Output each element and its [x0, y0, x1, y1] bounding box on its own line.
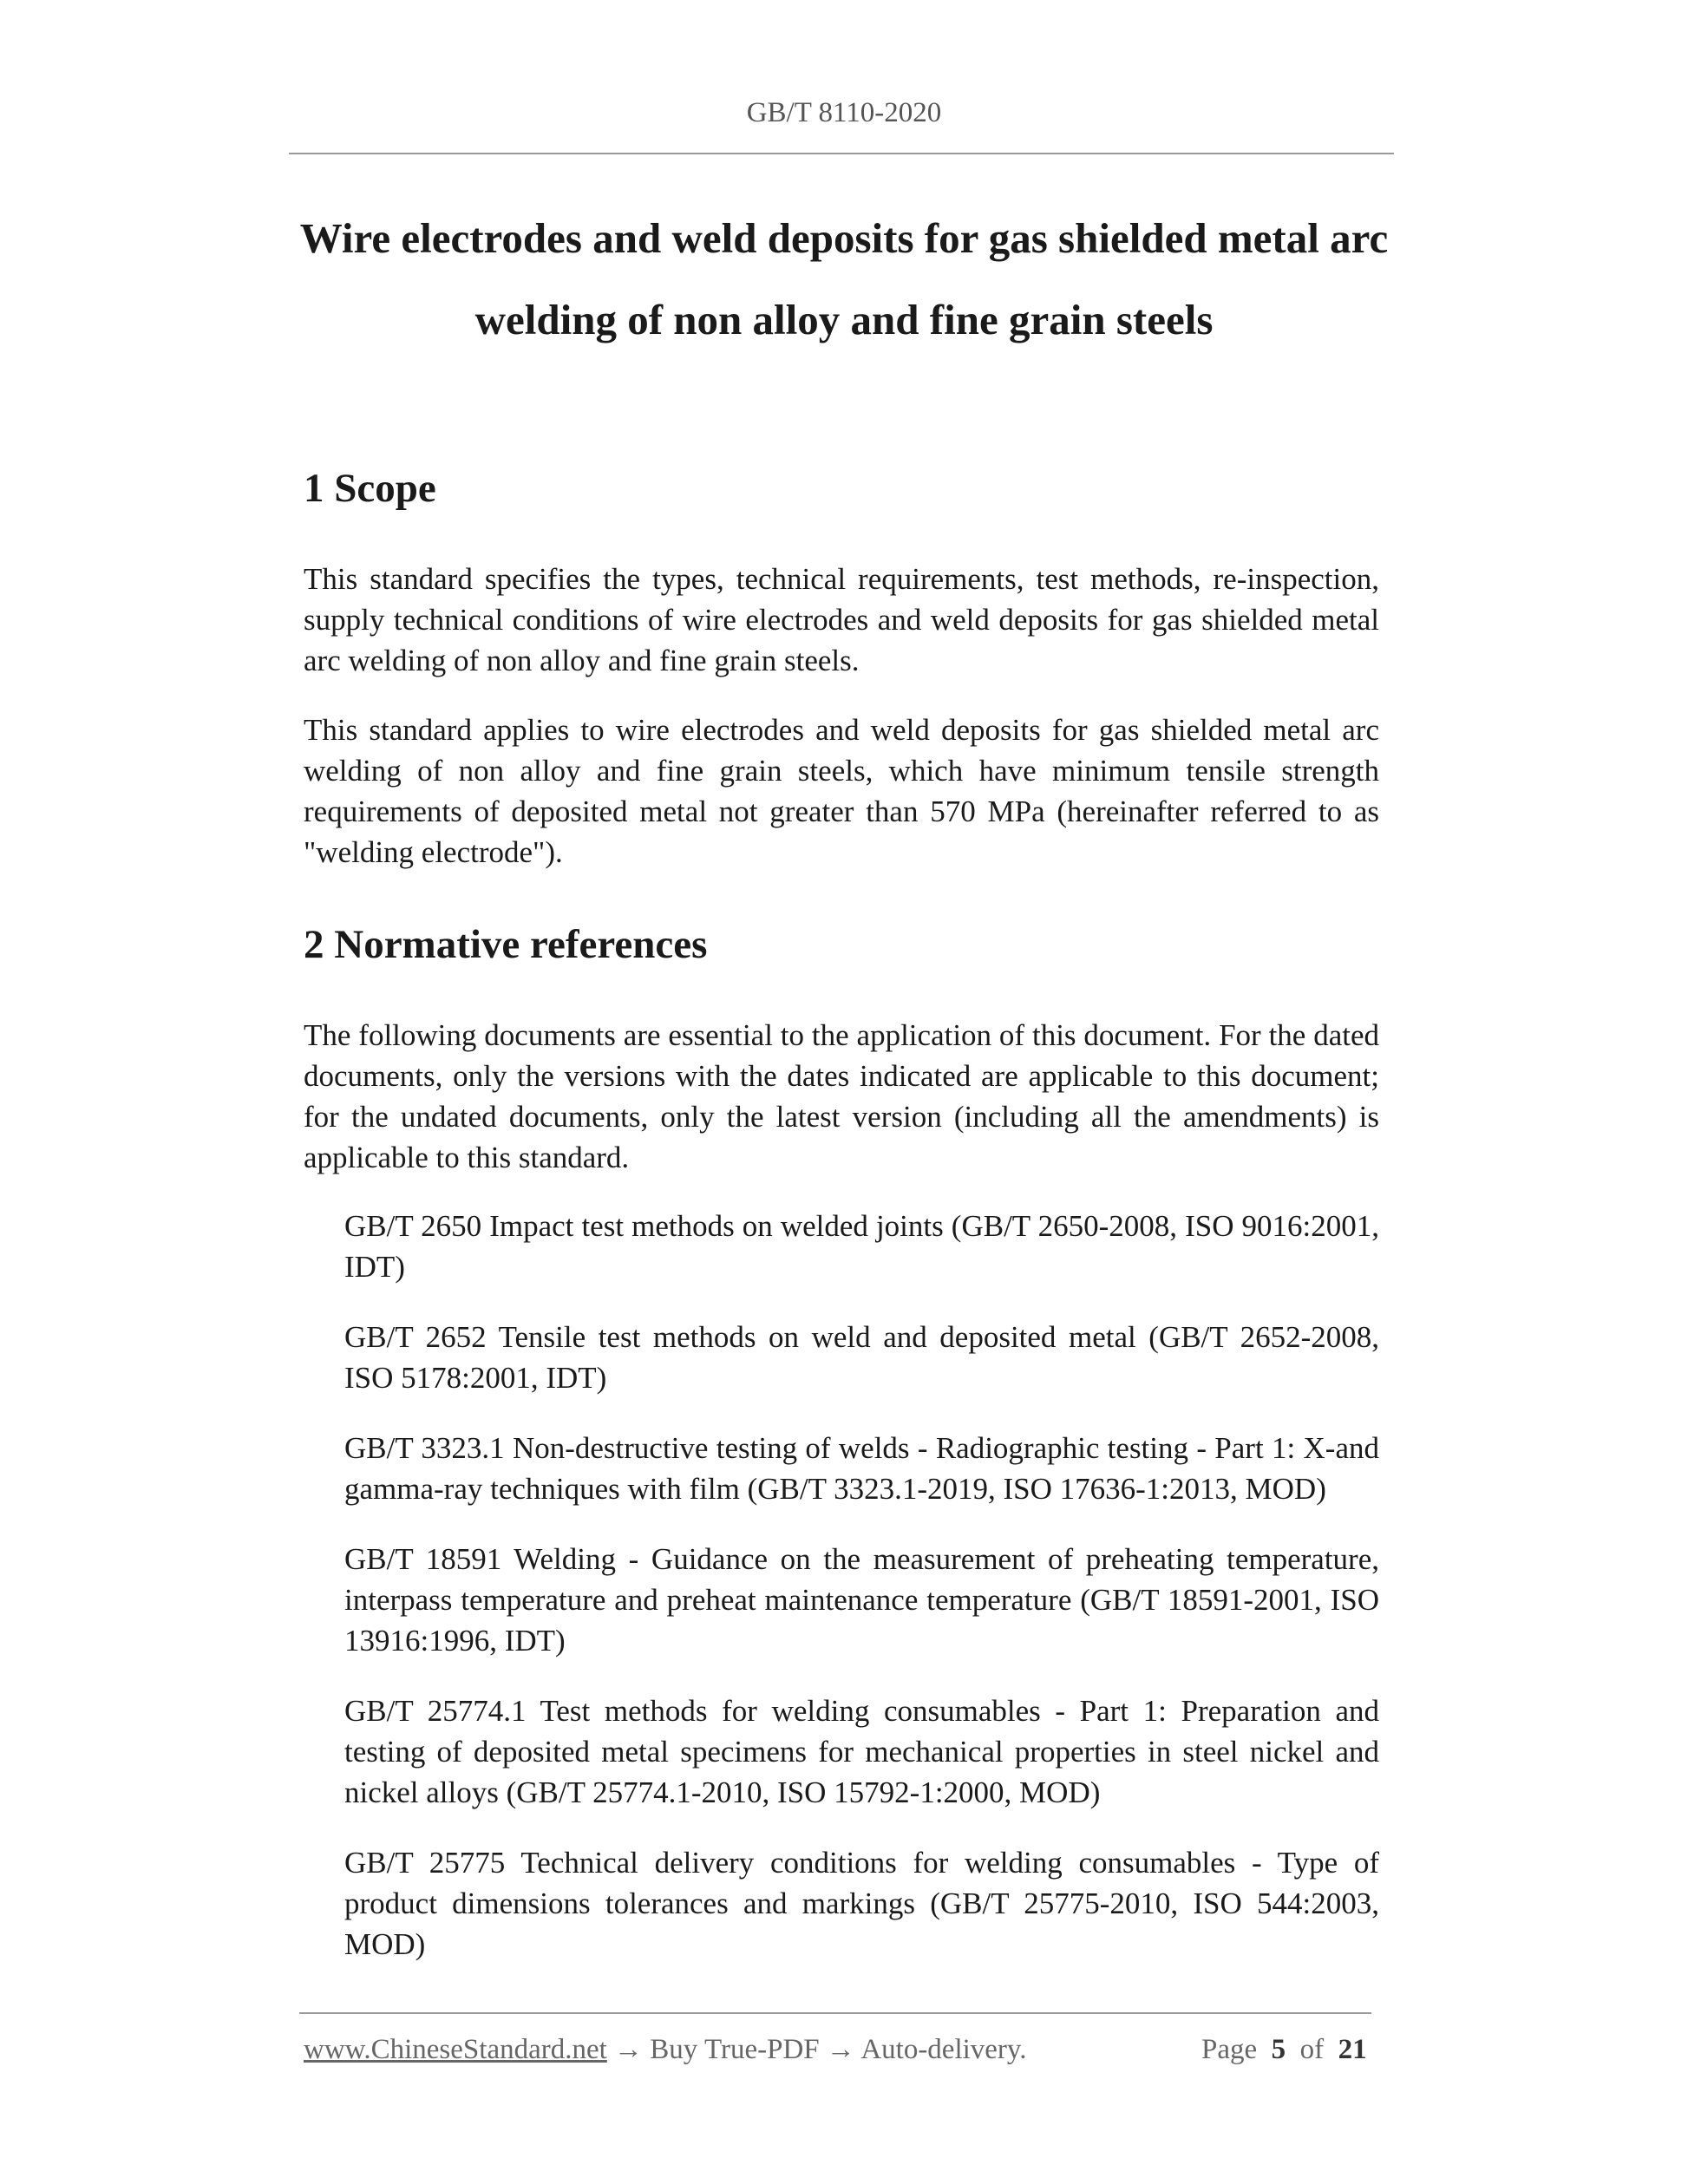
of-label: of — [1299, 2034, 1325, 2065]
current-page-number: 5 — [1271, 2034, 1286, 2065]
title-line-2: welding of non alloy and fine grain steels — [474, 296, 1214, 343]
reference-item: GB/T 2650 Impact test methods on welded joints (GB/T 2650-2008, ISO 9016:2001, IDT) — [344, 1209, 1379, 1284]
scope-paragraph-2: This standard applies to wire electrodes and weld deposits for gas shielded metal arc welding of non alloy and fine grain steels, which have minimum tensile strength requirements of deposited metal not greater than 570 MPa (hereinafter referred to as "welding electrode"). — [304, 713, 1379, 869]
document-title — [260, 198, 1428, 361]
normative-intro-paragraph: The following documents are essential to the application of this document. For the dated documents, only the versions with the dates indicated are applicable to this document; for the undated documents, only the latest version (including all the amendments) is applicable to this standard. — [304, 1018, 1379, 1174]
website-link[interactable]: www.ChineseStandard.net — [304, 2034, 607, 2065]
page-label: Page — [1201, 2034, 1258, 2065]
page-number — [1201, 2034, 1367, 2066]
arrow-icon: → — [826, 2034, 855, 2065]
scope-heading: 1 Scope — [304, 466, 436, 511]
scope-paragraph-1: This standard specifies the types, technical requirements, test methods, re-inspection, supply technical conditions of wire electrodes and weld deposits for gas shielded metal arc welding of non alloy and fine grain steels. — [304, 562, 1379, 677]
footer-divider — [299, 2012, 1371, 2014]
title-line-1: Wire electrodes and weld deposits for gas shielded metal arc — [299, 214, 1389, 262]
reference-item: GB/T 25775 Technical delivery conditions for welding consumables - Type of product dimensions tolerances and markings (GB/T 25775-2010, ISO 544:2003, MOD) — [344, 1846, 1379, 1961]
reference-item: GB/T 3323.1 Non-destructive testing of welds - Radiographic testing - Part 1: X-and gamma-ray techniques with film (GB/T 3323.1-2019, ISO 17636-1:2013, MOD) — [344, 1431, 1379, 1506]
header-divider — [289, 153, 1394, 154]
normative-references-heading: 2 Normative references — [304, 922, 708, 967]
arrow-icon: → — [614, 2034, 644, 2065]
total-pages-number: 21 — [1338, 2034, 1367, 2065]
running-header: GB/T 8110-2020 — [746, 97, 942, 128]
reference-item: GB/T 2652 Tensile test methods on weld and deposited metal (GB/T 2652-2008, ISO 5178:2001, IDT) — [344, 1320, 1379, 1395]
footer-promo — [304, 2034, 1027, 2066]
auto-delivery-text: Auto-delivery. — [860, 2034, 1027, 2065]
reference-item: GB/T 25774.1 Test methods for welding consumables - Part 1: Preparation and testing of deposited metal specimens for mechanical properties in steel nickel and nickel alloys (GB/T 25774.1-2010, ISO 15792-1:2000, MOD) — [344, 1694, 1379, 1809]
reference-item: GB/T 18591 Welding - Guidance on the measurement of preheating temperature, interpass temperature and preheat maintenance temperature (GB/T 18591-2001, ISO 13916:1996, IDT) — [344, 1542, 1379, 1658]
buy-pdf-text: Buy True-PDF — [650, 2034, 820, 2065]
